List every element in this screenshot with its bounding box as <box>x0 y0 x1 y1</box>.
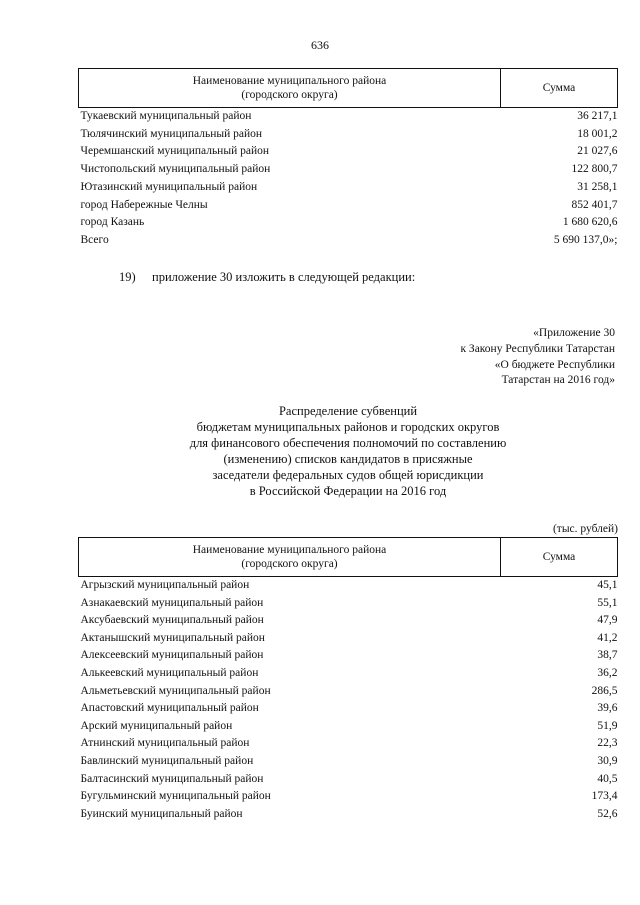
table-row <box>79 577 618 595</box>
row-value: 1 680 620,6 <box>562 216 618 229</box>
column-header-sum: Сумма <box>501 538 618 577</box>
row-name: Альметьевский муниципальный район <box>80 684 271 697</box>
row-name: Тюлячинский муниципальный район <box>80 127 263 140</box>
table-row <box>79 630 618 648</box>
table-row <box>79 108 618 126</box>
row-value: 122 800,7 <box>571 163 618 176</box>
row-name: Атнинский муниципальный район <box>80 737 250 750</box>
table-row <box>79 232 618 250</box>
table-row <box>79 771 618 789</box>
row-name: Аксубаевский муниципальный район <box>80 614 264 627</box>
appendix-ref-line: Татарстан на 2016 год» <box>501 374 615 387</box>
row-name: Чистопольский муниципальный район <box>80 163 271 176</box>
row-value: 52,6 <box>597 807 618 820</box>
row-name: Апастовский муниципальный район <box>80 702 259 715</box>
document-title <box>78 403 618 499</box>
row-value: 51,9 <box>597 719 618 732</box>
table-row <box>79 161 618 179</box>
column-header-sum: Сумма <box>501 69 618 108</box>
row-name: Агрызский муниципальный район <box>80 579 250 591</box>
table-row <box>79 612 618 630</box>
appendix-ref-line: «О бюджете Республики <box>494 358 615 371</box>
row-value: 55,1 <box>597 596 618 609</box>
row-value: 36 217,1 <box>577 110 618 122</box>
appendix-ref-line: «Приложение 30 <box>533 327 615 339</box>
row-name: Балтасинский муниципальный район <box>80 772 264 785</box>
row-name: Тукаевский муниципальный район <box>80 110 252 122</box>
table-row <box>79 126 618 144</box>
row-value: 852 401,7 <box>571 198 618 211</box>
row-name: Бавлинский муниципальный район <box>80 754 254 767</box>
page-number: 636 <box>311 38 329 52</box>
row-name: Арский муниципальный район <box>80 719 233 732</box>
amendment-number: 19) <box>119 270 136 284</box>
table-row <box>79 683 618 701</box>
row-value: 45,1 <box>597 579 618 591</box>
column-header-name-line2: (городского округа) <box>241 558 338 570</box>
row-name: Буинский муниципальный район <box>80 807 243 820</box>
table-row <box>79 595 618 613</box>
title-line: в Российской Федерации на 2016 год <box>249 484 447 498</box>
row-name: город Набережные Челны <box>80 198 208 211</box>
row-value: 38,7 <box>597 649 618 662</box>
title-line: (изменению) списков кандидатов в присяжные <box>223 452 473 466</box>
row-value: 21 027,6 <box>577 145 618 158</box>
amendment-text: приложение 30 изложить в следующей редакции: <box>152 270 416 284</box>
column-header-name-line1: Наименование муниципального района <box>192 75 387 87</box>
table-row <box>79 647 618 665</box>
row-value: 36,2 <box>597 666 618 679</box>
row-value: 31 258,1 <box>577 180 618 193</box>
amendment-item <box>119 270 415 285</box>
table-row <box>79 806 618 824</box>
title-line: заседатели федеральных судов общей юрисдикции <box>212 468 484 482</box>
row-name: город Казань <box>80 216 145 229</box>
subsidy-distribution-table <box>78 537 618 823</box>
table-header-row <box>79 69 618 108</box>
table-row <box>79 665 618 683</box>
row-name: Ютазинский муниципальный район <box>80 180 258 193</box>
row-value: 18 001,2 <box>577 127 618 140</box>
unit-label: (тыс. рублей) <box>552 523 618 535</box>
title-line: Распределение субвенций <box>278 404 418 418</box>
table-row <box>79 718 618 736</box>
row-value: 5 690 137,0»; <box>553 233 618 246</box>
table-row <box>79 735 618 753</box>
subsidy-table-continued <box>78 68 618 250</box>
row-value: 22,3 <box>597 737 618 750</box>
table-row <box>79 753 618 771</box>
column-header-name-line2: (городского округа) <box>241 89 338 101</box>
table-row <box>79 700 618 718</box>
table-row <box>79 197 618 215</box>
appendix-reference <box>460 326 615 389</box>
row-value: 39,6 <box>597 702 618 715</box>
row-name: Азнакаевский муниципальный район <box>80 596 264 609</box>
row-value: 30,9 <box>597 754 618 767</box>
table-header-row <box>79 538 618 577</box>
row-name: Актанышский муниципальный район <box>80 631 265 644</box>
row-value: 47,9 <box>597 614 618 627</box>
row-name: Бугульминский муниципальный район <box>80 790 271 803</box>
row-value: 173,4 <box>591 790 618 803</box>
row-value: 286,5 <box>591 684 618 697</box>
column-header-name-line1: Наименование муниципального района <box>192 544 387 556</box>
appendix-ref-line: к Закону Республики Татарстан <box>460 342 615 355</box>
row-name: Алексеевский муниципальный район <box>80 649 264 662</box>
table-row <box>79 214 618 232</box>
column-header-name <box>79 538 501 577</box>
row-value: 40,5 <box>597 772 618 785</box>
title-line: бюджетам муниципальных районов и городских округов <box>196 420 500 434</box>
row-name: Черемшанский муниципальный район <box>80 145 270 158</box>
row-name: Всего <box>80 233 109 246</box>
table-row <box>79 143 618 161</box>
column-header-name <box>79 69 501 108</box>
title-line: для финансового обеспечения полномочий по составлению <box>189 436 507 450</box>
row-name: Алькеевский муниципальный район <box>80 666 259 679</box>
table-row <box>79 179 618 197</box>
row-value: 41,2 <box>597 631 618 644</box>
table-row <box>79 788 618 806</box>
